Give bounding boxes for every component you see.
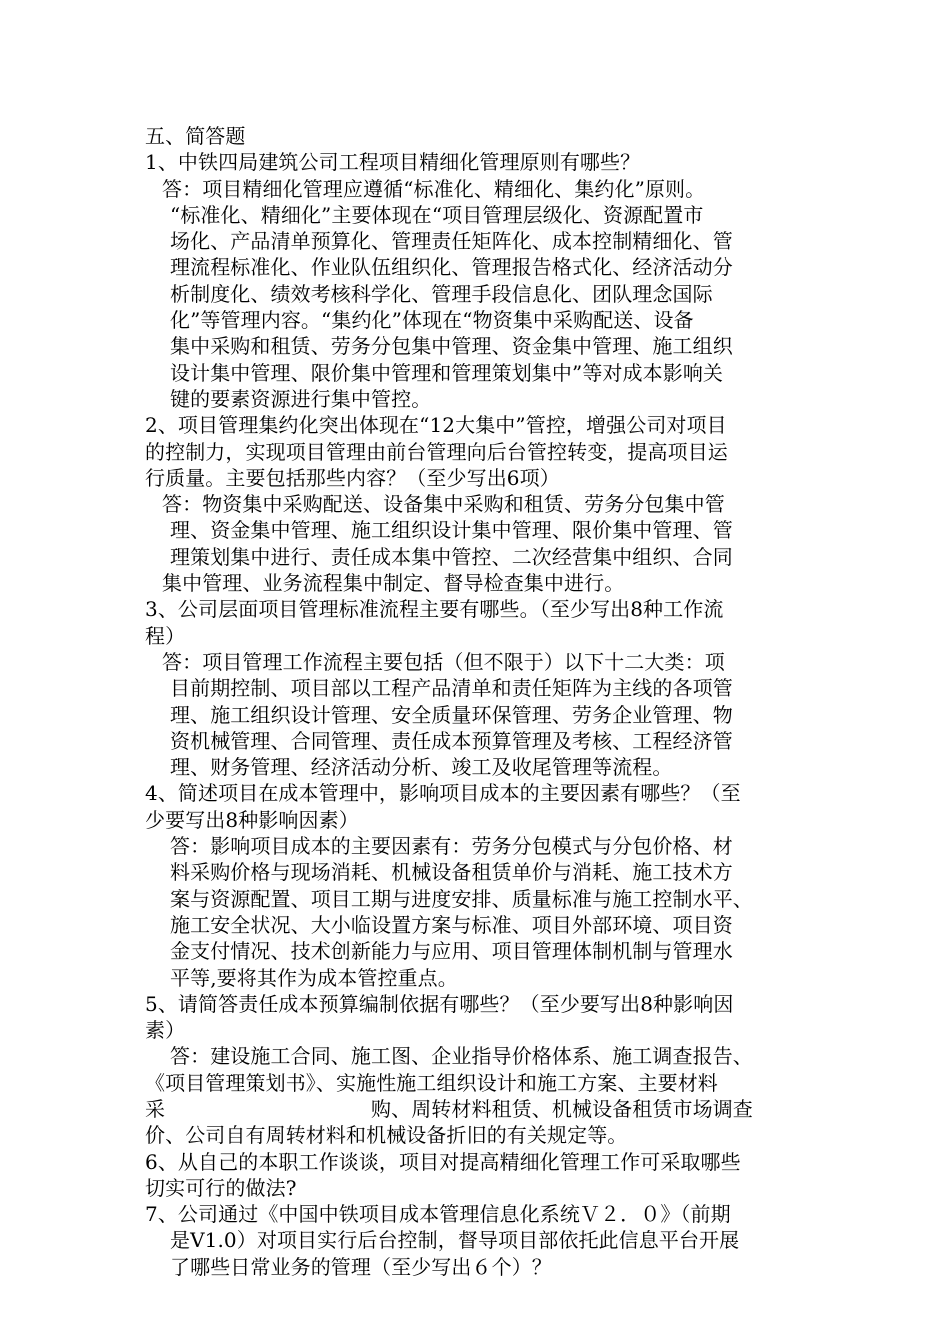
answer-5-line: 价、公司自有周转材料和机械设备折旧的有关规定等。: [145, 1123, 628, 1148]
question-6-line: 切实可行的做法?: [145, 1175, 297, 1200]
answer-1-line: 场化、产品清单预算化、管理责任矩阵化、成本控制精细化、管: [170, 229, 733, 254]
question-1: 1、中铁四局建筑公司工程项目精细化管理原则有哪些？: [145, 150, 641, 175]
answer-3-line: 目前期控制、项目部以工程产品清单和责任矩阵为主线的各项管: [170, 676, 733, 701]
question-7-line: 了哪些日常业务的管理（至少写出６个）？: [170, 1254, 552, 1279]
document-page: [145, 123, 815, 1280]
answer-4-line: 案与资源配置、项目工期与进度安排、质量标准与施工控制水平、: [170, 886, 753, 911]
answer-5-line: 答：建设施工合同、施工图、企业指导价格体系、施工调查报告、: [170, 1044, 753, 1069]
answer-3-line: 资机械管理、合同管理、责任成本预算管理及考核、工程经济管: [170, 728, 733, 753]
answer-1-line: 析制度化、绩效考核科学化、管理手段信息化、团队理念国际: [170, 281, 713, 306]
answer-2-line: 理、资金集中管理、施工组织设计集中管理、限价集中管理、管: [170, 518, 733, 543]
answer-1-line: 化”等管理内容。“集约化”体现在“物资集中采购配送、设备: [170, 308, 694, 333]
answer-2-line: 答：物资集中采购配送、设备集中采购和租赁、劳务分包集中管: [162, 492, 725, 517]
answer-4-line: 答：影响项目成本的主要因素有：劳务分包模式与分包价格、材: [170, 834, 733, 859]
section-title: 五、简答题: [145, 124, 246, 148]
answer-5-fragment: 采: [145, 1096, 166, 1121]
answer-1-line: 集中采购和租赁、劳务分包集中管理、资金集中管理、施工组织: [170, 334, 733, 359]
question-3-line: 程）: [145, 623, 186, 648]
answer-1-line: 答：项目精细化管理应遵循“标准化、精细化、集约化”原则。: [162, 176, 706, 201]
question-7-line: 7、公司通过《中国中铁项目成本管理信息化系统Ｖ２．０》（前期: [145, 1202, 731, 1227]
answer-5-line: [145, 1096, 815, 1122]
answer-2-line: 集中管理、业务流程集中制定、督导检查集中进行。: [162, 571, 625, 596]
question-5-line: 5、请简答责任成本预算编制依据有哪些？（至少要写出8种影响因: [145, 991, 734, 1016]
question-2-line: 行质量。主要包括那些内容？（至少写出6项）: [145, 465, 560, 490]
answer-5-fragment: 购、周转材料租赁、机械设备租赁市场调查: [371, 1096, 753, 1121]
answer-1-line: “标准化、精细化”主要体现在“项目管理层级化、资源配置市: [170, 202, 704, 227]
answer-4-line: 平等,要将其作为成本管控重点。: [170, 965, 458, 990]
question-2-line: 2、项目管理集约化突出体现在“12大集中”管控，增强公司对项目: [145, 413, 727, 438]
question-7-line: 是V1.0）对项目实行后台控制，督导项目部依托此信息平台开展: [170, 1228, 740, 1253]
question-6-line: 6、从自己的本职工作谈谈，项目对提高精细化管理工作可采取哪些: [145, 1149, 741, 1174]
answer-3-line: 理、财务管理、经济活动分析、竣工及收尾管理等流程。: [170, 755, 673, 780]
answer-2-line: 理策划集中进行、责任成本集中管控、二次经营集中组织、合同: [170, 544, 733, 569]
question-5-line: 素）: [145, 1018, 186, 1043]
answer-4-line: 料采购价格与现场消耗、机械设备租赁单价与消耗、施工技术方: [170, 860, 733, 885]
answer-1-line: 设计集中管理、限价集中管理和管理策划集中”等对成本影响关: [170, 360, 724, 385]
question-4-line: 少要写出8种影响因素）: [145, 807, 359, 832]
question-3-line: 3、公司层面项目管理标准流程主要有哪些。（至少写出8种工作流: [145, 597, 724, 622]
question-2-line: 的控制力，实现项目管理由前台管理向后台管控转变，提高项目运: [145, 439, 728, 464]
answer-3-line: 答：项目管理工作流程主要包括（但不限于）以下十二大类：项: [162, 649, 725, 674]
answer-5-line: 《项目管理策划书》、实施性施工组织设计和施工方案、主要材料: [145, 1070, 718, 1095]
question-4-line: 4、简述项目在成本管理中，影响项目成本的主要因素有哪些？（至: [145, 781, 741, 806]
answer-1-line: 键的要素资源进行集中管控。: [170, 386, 432, 411]
answer-1-line: 理流程标准化、作业队伍组织化、管理报告格式化、经济活动分: [170, 255, 733, 280]
answer-3-line: 理、施工组织设计管理、安全质量环保管理、劳务企业管理、物: [170, 702, 733, 727]
answer-4-line: 施工安全状况、大小临设置方案与标准、项目外部环境、项目资: [170, 912, 733, 937]
answer-4-line: 金支付情况、技术创新能力与应用、项目管理体制机制与管理水: [170, 939, 733, 964]
